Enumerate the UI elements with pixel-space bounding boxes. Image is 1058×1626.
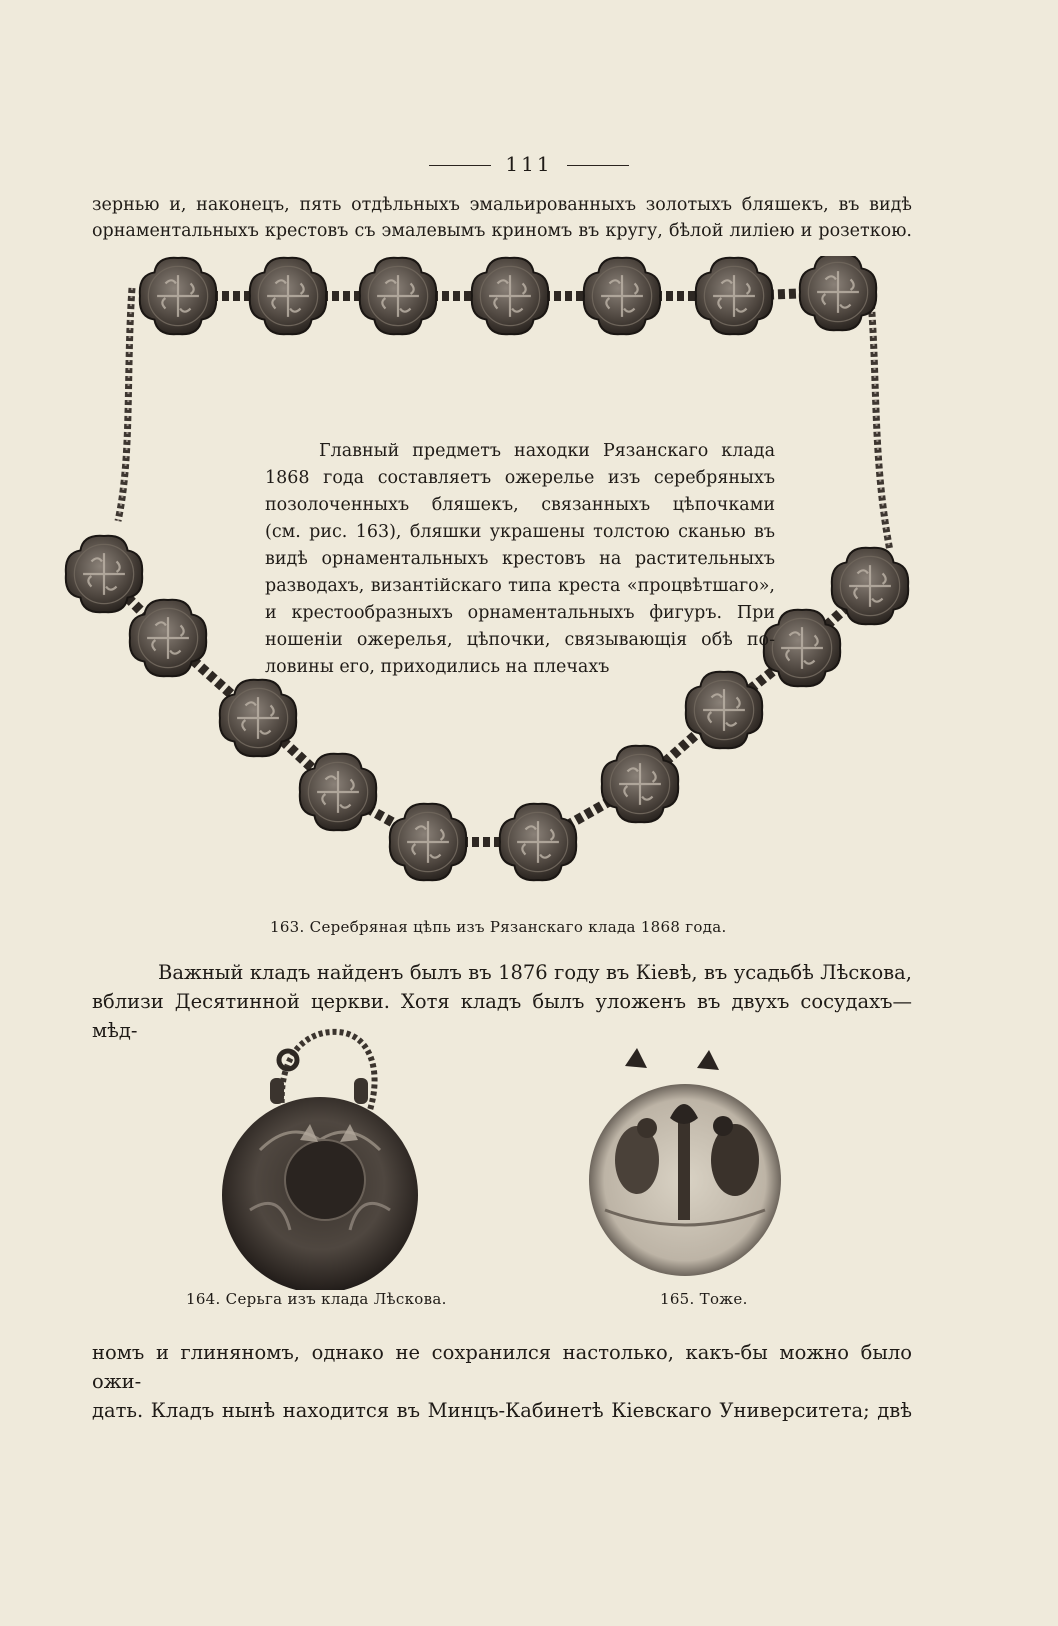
- text-line: орнаментальныхъ крестовъ съ эмалевымъ криномъ въ кругу, бѣлой лиліею и розеткою.: [92, 221, 912, 241]
- text-line: зернью и, наконецъ, пять отдѣльныхъ эмальированныхъ золотыхъ бляшекъ, въ видѣ: [92, 195, 912, 215]
- text-line: видѣ орнаментальныхъ крестовъ на растительныхъ: [265, 549, 775, 569]
- top-paragraph: [92, 192, 912, 244]
- text-line: разводахъ, византійскаго типа креста «процвѣтшаго»,: [265, 576, 775, 596]
- text-line: и крестообразныхъ орнаментальныхъ фигуръ. При: [265, 603, 775, 623]
- left-chain: [118, 288, 132, 521]
- right-rule: [567, 165, 629, 166]
- text-line: 1868 года составляетъ ожерелье изъ серебряныхъ: [265, 468, 775, 488]
- text-line: ловины его, приходились на плечахъ: [265, 657, 610, 677]
- necklace-plaque: [360, 258, 436, 334]
- necklace-plaque: [832, 548, 908, 624]
- necklace-plaque: [250, 258, 326, 334]
- earring-164-illustration: [220, 1020, 440, 1290]
- figure-164-caption: 164. Серьга изъ клада Лѣскова.: [186, 1290, 447, 1308]
- earring-165-illustration: [585, 1040, 795, 1290]
- necklace-plaque: [584, 258, 660, 334]
- figure-163-caption: 163. Серебряная цѣпь изъ Рязанскаго клада 1868 года.: [270, 918, 727, 936]
- necklace-plaque: [696, 258, 772, 334]
- necklace-plaque: [472, 258, 548, 334]
- text-line: номъ и глиняномъ, однако не сохранился настолько, какъ-бы можно было ожи-: [92, 1341, 912, 1393]
- left-rule: [429, 165, 491, 166]
- right-chain: [870, 288, 890, 551]
- text-line: вблизи Десятинной церкви. Хотя кладъ былъ уложенъ въ двухъ сосудахъ—мѣд-: [92, 990, 912, 1042]
- text-line: (см. рис. 163), бляшки украшены толстою сканью въ: [265, 522, 775, 542]
- figure-165-caption: 165. Тоже.: [660, 1290, 748, 1308]
- text-line: дать. Кладъ нынѣ находится въ Минцъ-Кабинетѣ Кіевскаго Университета; двѣ: [92, 1399, 912, 1422]
- text-line: ношеніи ожерелья, цѣпочки, связывающія обѣ по-: [265, 630, 775, 650]
- text-line: позолоченныхъ бляшекъ, связанныхъ цѣпочками: [265, 495, 775, 515]
- text-line: Главный предметъ находки Рязанскаго клада: [319, 441, 775, 461]
- necklace-plaque: [390, 804, 466, 880]
- bottom-paragraph: [92, 1338, 912, 1425]
- necklace-plaque: [140, 258, 216, 334]
- page-number: 111: [0, 152, 1058, 176]
- necklace-plaque: [500, 804, 576, 880]
- inset-paragraph: [265, 438, 775, 681]
- middle-paragraph: [92, 958, 912, 1045]
- text-line: Важный кладъ найденъ былъ въ 1876 году въ Кіевѣ, въ усадьбѣ Лѣскова,: [158, 961, 912, 984]
- necklace-plaque: [800, 256, 876, 330]
